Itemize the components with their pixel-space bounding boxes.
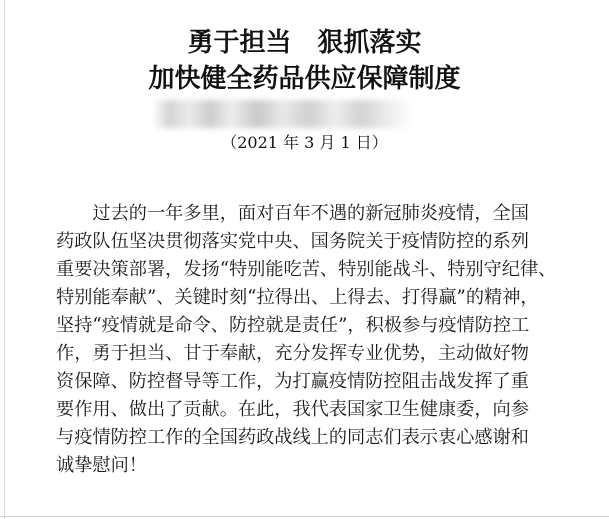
- document-date: （2021 年 3 月 1 日）: [221, 133, 388, 152]
- paragraph-line: 过去的一年多里，面对百年不遇的新冠肺炎疫情，全国: [56, 203, 529, 224]
- redacted-author-line: [153, 100, 413, 128]
- page-bottom-border: [0, 516, 609, 517]
- paragraph-line: 作，勇于担当、甘于奉献，充分发挥专业优势，主动做好物: [56, 343, 529, 364]
- paragraph-line: 诚挚慰问！: [56, 455, 147, 476]
- paragraph-line: 要作用、做出了贡献。在此，我代表国家卫生健康委，向参: [56, 399, 529, 420]
- body-paragraph: [56, 200, 566, 480]
- paragraph-line: 药政队伍坚决贯彻落实党中央、国务院关于疫情防控的系列: [56, 231, 529, 252]
- title-line-1: 勇于担当 狠抓落实: [187, 28, 422, 58]
- paragraph-line: 坚持“疫情就是命令、防控就是责任”，积极参与疫情防控工: [56, 315, 530, 336]
- title-line-2: 加快健全药品供应保障制度: [148, 64, 461, 94]
- paragraph-line: 特别能奉献”、关键时刻“拉得出、上得去、打得赢”的精神，: [56, 287, 539, 308]
- paragraph-line: 资保障、防控督导等工作，为打赢疫情防控阻击战发挥了重: [56, 371, 529, 392]
- paragraph-line: 与疫情防控工作的全国药政战线上的同志们表示衷心感谢和: [56, 427, 529, 448]
- paragraph-line: 重要决策部署，发扬“特别能吃苦、特别能战斗、特别守纪律、: [56, 259, 557, 280]
